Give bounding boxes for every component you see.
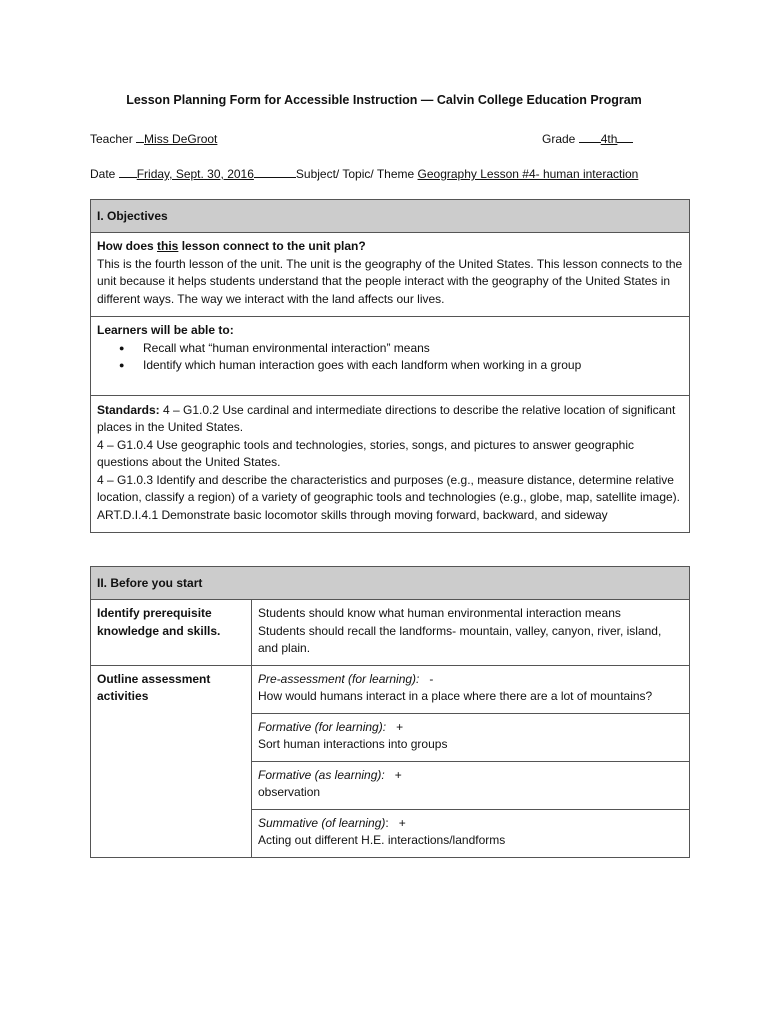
assessment-type: Formative (for learning):	[258, 719, 387, 734]
learners-label: Learners will be able to:	[97, 323, 234, 337]
assessment-item: Summative (of learning): + Acting out different H.E. interactions/landforms	[252, 810, 689, 857]
assessment-type: Summative (of learning)	[258, 815, 386, 830]
standards-line: ART.D.I.4.1 Demonstrate basic locomotor skills through moving forward, backward, and sideway	[97, 507, 608, 522]
objectives-section	[90, 199, 690, 533]
assessment-list	[252, 666, 689, 857]
assessment-text: Sort human interactions into groups	[258, 737, 448, 751]
assessment-mark: +	[396, 719, 404, 734]
before-heading: II. Before you start	[91, 567, 689, 600]
assessment-text: observation	[258, 785, 321, 799]
list-item: ● Recall what “human environmental interaction” means	[119, 340, 683, 358]
teacher-value: Miss DeGroot	[144, 132, 218, 146]
unit-connection-text: This is the fourth lesson of the unit. The unit is the geography of the United States. This lesson connects to the unit because it helps students understand that the people interact with the geography of the United States in different ways. The way we interact with the land affects our lives.	[97, 256, 683, 306]
prereq-line: Students should know what human environmental interaction means	[258, 606, 621, 620]
standards-label: Standards:	[97, 402, 160, 417]
date-label: Date	[90, 167, 116, 181]
unit-connection-block	[91, 233, 689, 317]
page-title: Lesson Planning Form for Accessible Instruction — Calvin College Education Program	[126, 93, 642, 107]
assessment-row	[91, 666, 689, 857]
assessment-label: Outline assessment activities	[91, 666, 252, 857]
assessment-text: How would humans interact in a place where there are a lot of mountains?	[258, 689, 653, 703]
teacher-line	[90, 130, 217, 149]
objectives-heading: I. Objectives	[91, 200, 689, 233]
assessment-mark: +	[394, 767, 402, 782]
learners-block	[91, 317, 689, 396]
assessment-item	[252, 714, 689, 762]
standards-line: 4 – G1.0.4 Use geographic tools and technologies, stories, songs, and pictures to answer geographic questions about the United States.	[97, 437, 634, 469]
assessment-type: Formative (as learning):	[258, 767, 385, 782]
date-value: Friday, Sept. 30, 2016	[136, 167, 254, 181]
unit-connection-question: How does this lesson connect to the unit plan?	[97, 239, 366, 253]
prereq-row	[91, 600, 689, 666]
list-item: ● Identify which human interaction goes with each landform when working in a group	[119, 357, 683, 375]
prereq-content	[252, 600, 689, 665]
learners-list	[97, 340, 683, 375]
grade-label: Grade	[542, 132, 576, 146]
prereq-label: Identify prerequisite knowledge and skills.	[91, 600, 252, 665]
assessment-mark: +	[398, 815, 406, 830]
before-you-start-section	[90, 566, 690, 858]
grade-value: 4th	[600, 132, 618, 146]
assessment-item	[252, 762, 689, 810]
assessment-item	[252, 666, 689, 714]
standards-first: Standards: 4 – G1.0.2 Use cardinal and intermediate directions to describe the relative location of significant places in the United States.	[97, 402, 676, 434]
grade-line	[542, 130, 633, 149]
standards-line: 4 – G1.0.3 Identify and describe the characteristics and purposes (e.g., measure distance, determine relative location, classify a region) of a variety of geographic tools and technologies (e.g., globe, map, satellite image).	[97, 472, 680, 504]
assessment-mark: -	[429, 671, 434, 686]
assessment-text: Acting out different H.E. interactions/landforms	[258, 833, 506, 847]
subject-label: Subject/ Topic/ Theme	[295, 167, 415, 181]
teacher-label: Teacher	[90, 132, 133, 146]
assessment-type: Pre-assessment (for learning):	[258, 671, 420, 686]
date-line	[90, 165, 638, 184]
subject-value: Geography Lesson #4- human interaction	[417, 167, 639, 181]
prereq-line: Students should recall the landforms- mountain, valley, canyon, river, island, and plain.	[258, 623, 662, 655]
standards-block	[91, 396, 689, 533]
